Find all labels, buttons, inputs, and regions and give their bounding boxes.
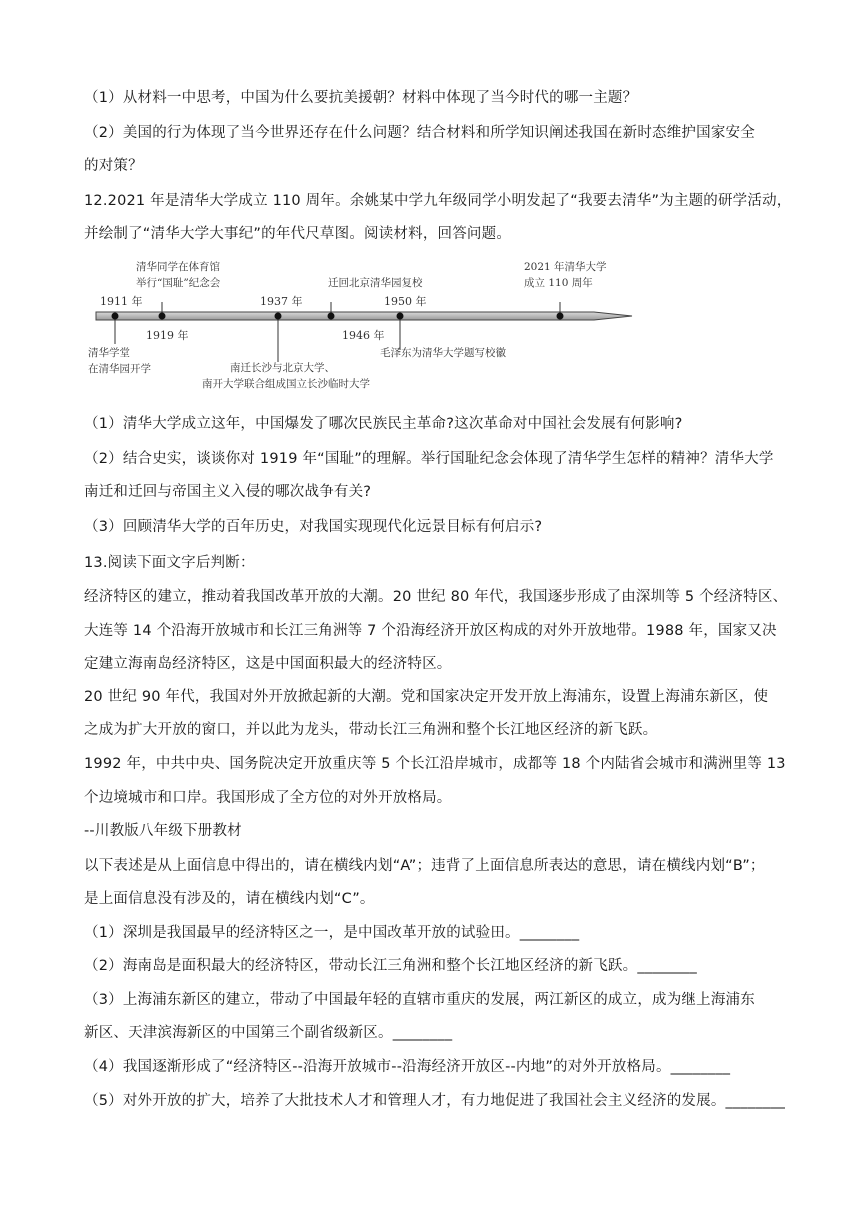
- timeline-year: 1946 年: [342, 329, 385, 342]
- timeline-event-text: 成立 110 周年: [524, 277, 593, 289]
- text-line: （5）对外开放的扩大，培养了大批技术人才和管理人才，有力地促进了我国社会主义经济的发展。________: [84, 1093, 786, 1109]
- text-line: 并绘制了“清华大学大事纪”的年代尺草图。阅读材料，回答问题。: [84, 226, 512, 242]
- text-line: （4）我国逐渐形成了“经济特区--沿海开放城市--沿海经济开放区--内地”的对外开放格局。________: [84, 1059, 731, 1075]
- text-line: （1）清华大学成立这年，中国爆发了哪次民族民主革命?这次革命对中国社会发展有何影响?: [84, 416, 683, 432]
- timeline-event-text: 南迁长沙与北京大学、: [230, 362, 335, 374]
- timeline-year: 1937 年: [260, 295, 303, 308]
- text-line: （2）美国的行为体现了当今世界还存在什么问题？结合材料和所学知识阐述我国在新时态维护国家安全: [84, 125, 755, 141]
- text-line: 定建立海南岛经济特区，这是中国面积最大的经济特区。: [84, 656, 452, 672]
- timeline-event-text: 迁回北京清华园复校: [328, 277, 423, 289]
- text-line: 13.阅读下面文字后判断：: [84, 555, 255, 571]
- tsinghua-timeline-figure: [84, 258, 644, 398]
- timeline-event-text: 2021 年清华大学: [524, 261, 607, 273]
- text-line: （3）上海浦东新区的建立，带动了中国最年轻的直辖市重庆的发展，两江新区的成立，成为继上海浦东: [84, 992, 755, 1008]
- text-line: --川教版八年级下册教材: [84, 823, 242, 839]
- text-line: 以下表述是从上面信息中得出的，请在横线内划“A”；违背了上面信息所表达的意思，请在横线内划“B”；: [84, 858, 765, 874]
- timeline-dot: [275, 313, 282, 320]
- text-line: 12.2021 年是清华大学成立 110 周年。余姚某中学九年级同学小明发起了“我要去清华”为主题的研学活动，: [84, 193, 792, 209]
- timeline-dot: [397, 313, 404, 320]
- timeline-event-text: 清华同学在体育馆: [136, 261, 220, 273]
- timeline-event-text: 清华学堂: [88, 347, 130, 359]
- text-line: 新区、天津滨海新区的中国第三个副省级新区。________: [84, 1025, 453, 1041]
- text-line: （2）结合史实，谈谈你对 1919 年“国耻”的理解。举行国耻纪念会体现了清华学生怎样的精神？清华大学: [84, 451, 774, 467]
- text-line: （3）回顾清华大学的百年历史，对我国实现现代化远景目标有何启示?: [84, 519, 543, 535]
- text-line: 1992 年，中共中央、国务院决定开放重庆等 5 个长江沿岸城市，成都等 18 个内陆省会城市和满洲里等 13: [84, 756, 786, 772]
- text-line: 南迁和迁回与帝国主义入侵的哪次战争有关?: [84, 484, 372, 500]
- timeline-year: 1950 年: [384, 295, 427, 308]
- timeline-event-text: 在清华园开学: [88, 363, 151, 375]
- timeline-dot: [112, 313, 119, 320]
- timeline-arrow: [96, 312, 632, 320]
- text-line: （1）从材料一中思考，中国为什么要抗美援朝？材料中体现了当今时代的哪一主题？: [84, 90, 638, 106]
- text-line: 20 世纪 90 年代，我国对外开放掀起新的大潮。党和国家决定开发开放上海浦东，设置上海浦东新区，使: [84, 689, 769, 705]
- text-line: 是上面信息没有涉及的，请在横线内划“C”。: [84, 891, 375, 907]
- timeline-event-text: 南开大学联合组成国立长沙临时大学: [202, 378, 370, 390]
- text-line: 个边境城市和口岸。我国形成了全方位的对外开放格局。: [84, 790, 452, 806]
- text-line: 经济特区的建立，推动着我国改革开放的大潮。20 世纪 80 年代，我国逐步形成了由深圳等 5 个经济特区、: [84, 589, 788, 605]
- text-line: 之成为扩大开放的窗口，并以此为龙头，带动长江三角洲和整个长江地区经济的新飞跃。: [84, 722, 658, 738]
- timeline-year: 1919 年: [146, 329, 189, 342]
- text-line: （2）海南岛是面积最大的经济特区，带动长江三角洲和整个长江地区经济的新飞跃。________: [84, 958, 697, 974]
- timeline-dot: [159, 313, 166, 320]
- text-line: （1）深圳是我国最早的经济特区之一，是中国改革开放的试验田。________: [84, 925, 580, 941]
- timeline-event-text: 举行“国耻”纪念会: [136, 277, 221, 289]
- text-line: 的对策？: [84, 158, 143, 174]
- timeline-dot: [557, 313, 564, 320]
- timeline-year: 1911 年: [100, 295, 143, 308]
- timeline-dot: [328, 313, 335, 320]
- timeline-event-text: 毛泽东为清华大学题写校徽: [380, 347, 506, 359]
- text-line: 大连等 14 个沿海开放城市和长江三角洲等 7 个沿海经济开放区构成的对外开放地带。1988 年，国家又决: [84, 623, 777, 639]
